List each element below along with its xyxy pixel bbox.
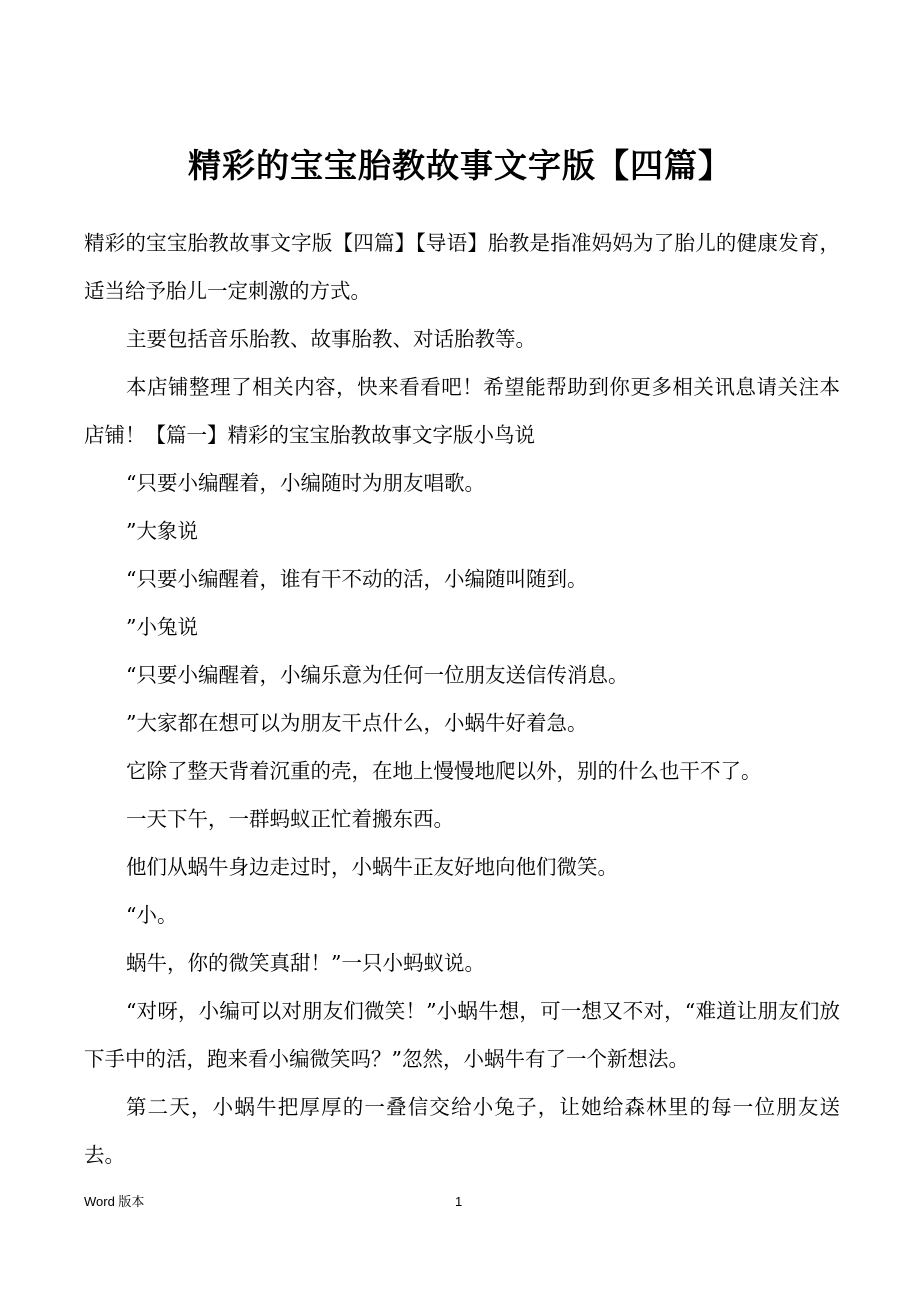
paragraph-intro: 精彩的宝宝胎教故事文字版【四篇】【导语】胎教是指准妈妈为了胎儿的健康发育，适当给予胎儿一定刺激的方式。 [84, 231, 840, 303]
paragraph: “只要小编醒着，小编乐意为任何一位朋友送信传消息。 [126, 663, 629, 687]
paragraph: 主要包括音乐胎教、故事胎教、对话胎教等。 [126, 327, 536, 351]
paragraph: 蜗牛，你的微笑真甜！”一只小蚂蚁说。 [126, 951, 485, 975]
document-body [84, 219, 840, 1179]
document-title: 精彩的宝宝胎教故事文字版【四篇】 [188, 146, 732, 185]
paragraph: ”小兔说 [126, 615, 198, 639]
paragraph: 本店铺整理了相关内容，快来看看吧！希望能帮助到你更多相关讯息请关注本店铺！【篇一】精彩的宝宝胎教故事文字版小鸟说 [84, 375, 840, 447]
paragraph: 他们从蜗牛身边走过时，小蜗牛正友好地向他们微笑。 [126, 855, 618, 879]
paragraph: ”大象说 [126, 519, 198, 543]
page-number: 1 [455, 1194, 463, 1209]
paragraph: “对呀，小编可以对朋友们微笑！”小蜗牛想，可一想又不对，“难道让朋友们放下手中的活，跑来看小编微笑吗？”忽然，小蜗牛有了一个新想法。 [84, 999, 840, 1071]
footer-label: Word 版本 [84, 1194, 145, 1209]
paragraph: 第二天，小蜗牛把厚厚的一叠信交给小兔子，让她给森林里的每一位朋友送去。 [84, 1095, 840, 1167]
paragraph: 它除了整天背着沉重的壳，在地上慢慢地爬以外，别的什么也干不了。 [126, 759, 762, 783]
paragraph: “只要小编醒着，小编随时为朋友唱歌。 [126, 471, 485, 495]
paragraph: “小。 [126, 903, 178, 927]
paragraph: ”大家都在想可以为朋友干点什么，小蜗牛好着急。 [126, 711, 588, 735]
paragraph: 一天下午，一群蚂蚁正忙着搬东西。 [126, 807, 454, 831]
paragraph: “只要小编醒着，谁有干不动的活，小编随叫随到。 [126, 567, 588, 591]
